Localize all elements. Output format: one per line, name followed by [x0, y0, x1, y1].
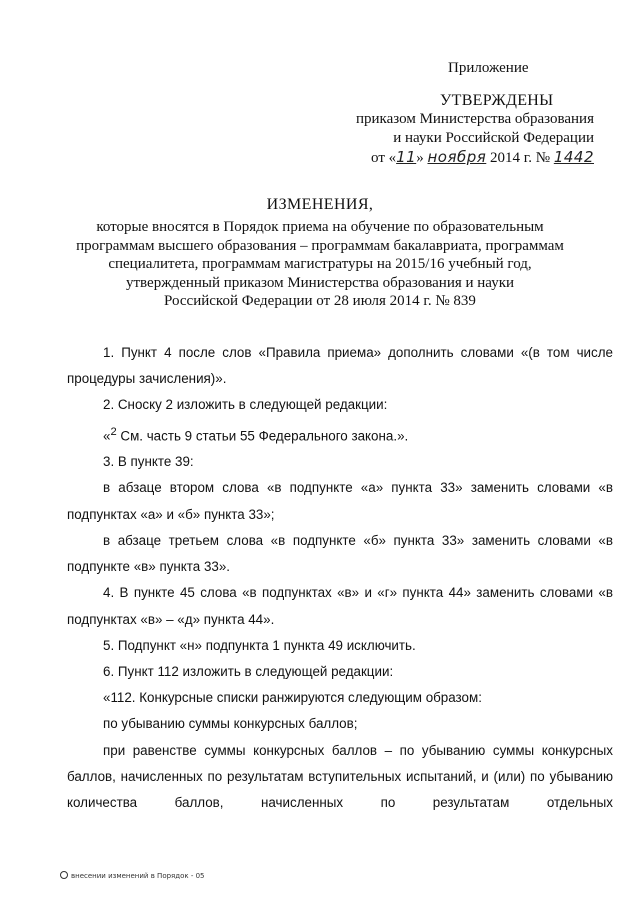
order-line-2: и науки Российской Федерации: [393, 130, 594, 146]
document-subtitle: [70, 218, 570, 311]
subtitle-line-2: программам высшего образования – программам бакалавриата, программам: [76, 237, 564, 254]
document-title: ИЗМЕНЕНИЯ,: [266, 196, 374, 213]
paragraph-11: по убыванию суммы конкурсных баллов;: [103, 716, 358, 732]
paragraph-9: 6. Пункт 112 изложить в следующей редакции:: [103, 663, 394, 679]
approved-heading: УТВЕРЖДЕНЫ: [440, 92, 554, 109]
paragraph-7: 4. В пункте 45 слова «в подпунктах «в» и «г» пункта 44» заменить словами «в подпунктах «в» – «д» пункта 44».: [67, 585, 613, 627]
paragraph-8: 5. Подпункт «н» подпункта 1 пункта 49 исключить.: [103, 637, 416, 653]
page-footer: [60, 871, 205, 880]
appendix-label: Приложение: [448, 60, 529, 76]
subtitle-line-1: которые вносятся в Порядок приема на обучение по образовательным: [96, 219, 544, 235]
footnote-number: 2: [110, 425, 117, 438]
date-month-handwritten: ноября: [427, 148, 487, 166]
subtitle-line-5: Российской Федерации от 28 июля 2014 г. № 839: [164, 293, 476, 309]
subtitle-line-4: утвержденный приказом Министерства образования и науки: [125, 274, 515, 291]
date-mid: »: [416, 150, 424, 166]
paragraph-5: в абзаце втором слова «в подпункте «а» пункта 33» заменить словами «в подпунктах «а» и «б» пункта 33»;: [67, 480, 613, 522]
footnote-open-quote: «: [103, 428, 111, 444]
paragraph-4: 3. В пункте 39:: [103, 454, 194, 470]
paragraph-1: 1. Пункт 4 после слов «Правила приема» дополнить словами «(в том числе процедуры зачисления)».: [67, 345, 613, 387]
subtitle-line-3: специалитета, программам магистратуры на 2015/16 учебный год,: [108, 256, 532, 272]
order-number-handwritten: 1442: [553, 148, 594, 166]
circle-icon: [60, 871, 68, 879]
date-day-handwritten: 11: [396, 148, 417, 166]
paragraph-12: при равенстве суммы конкурсных баллов – по убыванию суммы конкурсных баллов, начисленных по результатам вступительных испытаний, и (или) по убыванию количества баллов, начисленных по результатам отдельных: [67, 742, 613, 810]
paragraph-3: [67, 419, 613, 450]
document-body: [67, 340, 613, 816]
footer-text: внесении изменений в Порядок - 05: [71, 872, 205, 880]
footnote-text: См. часть 9 статьи 55 Федерального закона.».: [116, 428, 409, 444]
paragraph-10: «112. Конкурсные списки ранжируются следующим образом:: [103, 690, 482, 706]
approval-order-block: [264, 110, 594, 168]
date-suffix: 2014 г. №: [490, 150, 551, 166]
order-line-1: приказом Министерства образования: [356, 111, 594, 127]
paragraph-6: в абзаце третьем слова «в подпункте «б» пункта 33» заменить словами «в подпункте «в» пункта 33».: [67, 532, 613, 575]
order-date-line: [264, 148, 594, 168]
date-prefix: от «: [371, 150, 397, 166]
paragraph-2: 2. Сноску 2 изложить в следующей редакции:: [103, 397, 388, 413]
